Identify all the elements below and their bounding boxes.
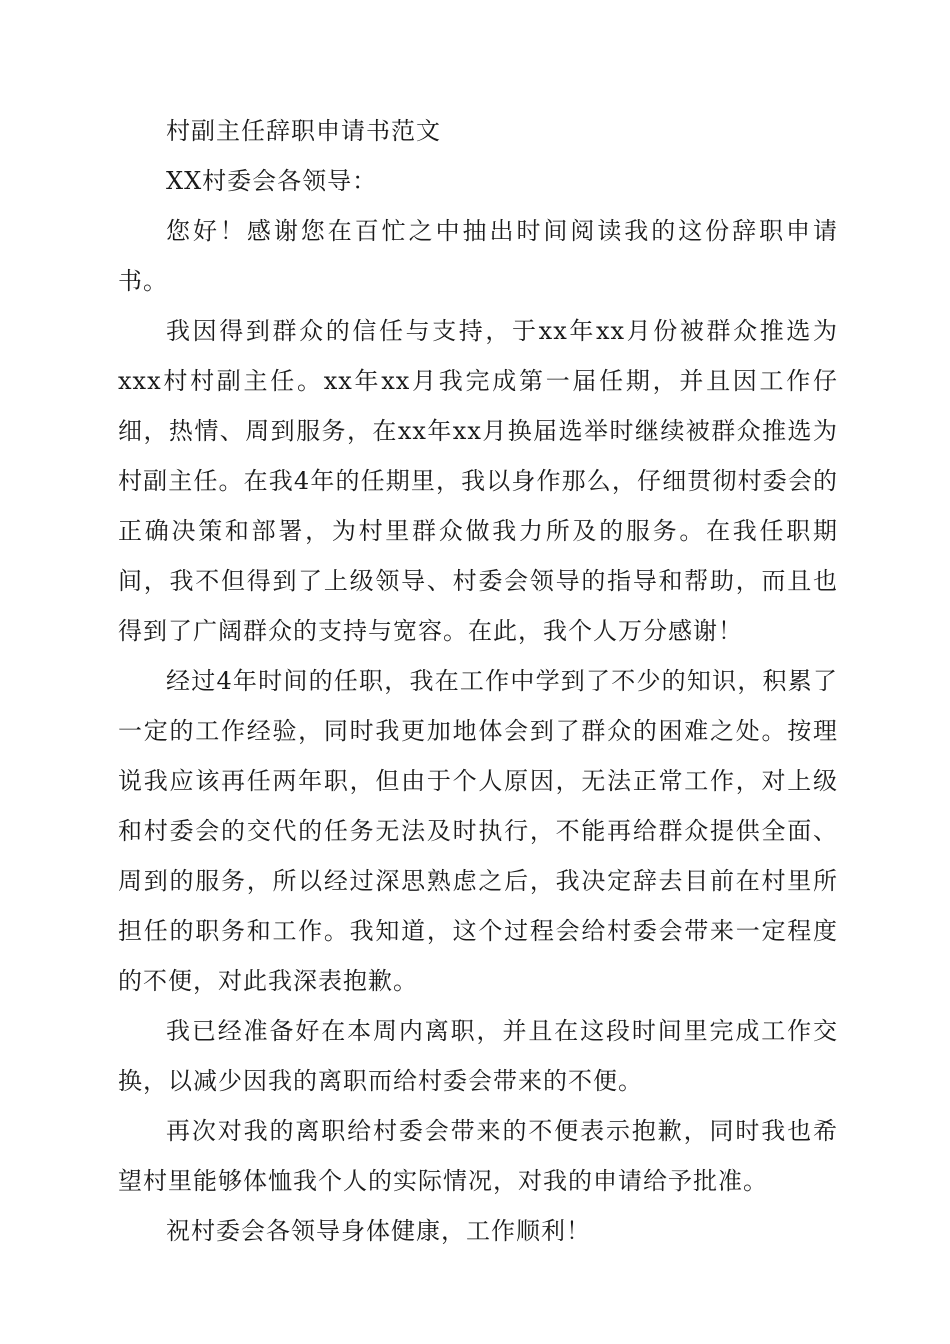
paragraph-background: 我因得到群众的信任与支持，于xx年xx月份被群众推选为xxx村村副主任。xx年xx月我完成第一届任期，并且因工作仔细，热情、周到服务，在xx年xx月换届选举时继续被群众推选为村副主任。在我4年的任期里，我以身作那么，仔细贯彻村委会的正确决策和部署，为村里群众做我力所及的服务。在我任职期间，我不但得到了上级领导、村委会领导的指导和帮助，而且也得到了广阔群众的支持与宽容。在此，我个人万分感谢！ [118,317,838,645]
closing-wish: 祝村委会各领导身体健康，工作顺利！ [166,1217,591,1245]
paragraph-greeting: 您好！感谢您在百忙之中抽出时间阅读我的这份辞职申请书。 [118,217,838,295]
document-body [118,106,838,1256]
paragraph-apology: 再次对我的离职给村委会带来的不便表示抱歉，同时我也希望村里能够体恤我个人的实际情况，对我的申请给予批准。 [118,1117,838,1195]
document-title: 村副主任辞职申请书范文 [166,117,441,145]
salutation: XX村委会各领导： [166,167,378,195]
paragraph-handover: 我已经准备好在本周内离职，并且在这段时间里完成工作交换，以减少因我的离职而给村委会带来的不便。 [118,1017,838,1095]
paragraph-reason: 经过4年时间的任职，我在工作中学到了不少的知识，积累了一定的工作经验，同时我更加地体会到了群众的困难之处。按理说我应该再任两年职，但由于个人原因，无法正常工作，对上级和村委会的交代的任务无法及时执行，不能再给群众提供全面、周到的服务，所以经过深思熟虑之后，我决定辞去目前在村里所担任的职务和工作。我知道，这个过程会给村委会带来一定程度的不便，对此我深表抱歉。 [118,667,838,995]
